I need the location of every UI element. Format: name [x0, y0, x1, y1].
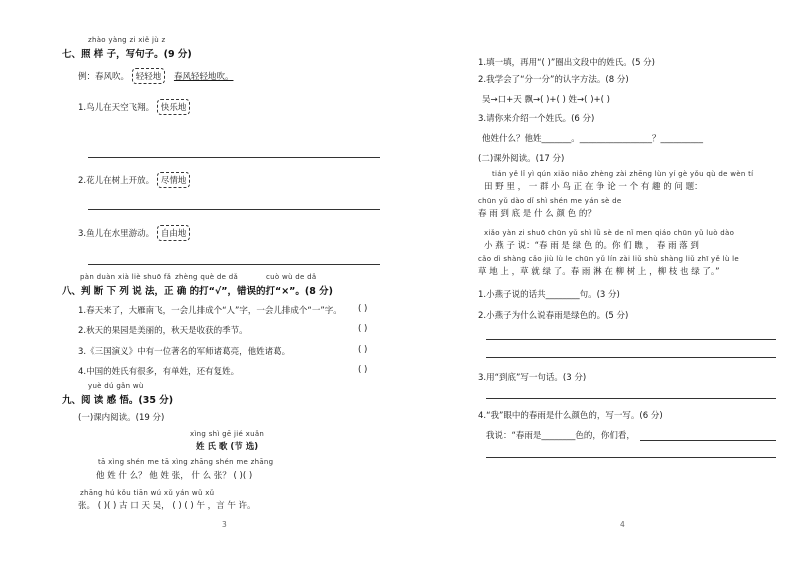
s7-q1-answer-line[interactable]: [88, 157, 380, 158]
right-page-number: 4: [620, 520, 625, 529]
r-q2-items: 吴→口+天 飘→( )+( ) 姓→( )+( ): [482, 95, 610, 105]
r-question-1: 1.填一填，再用“( )”圈出文段中的姓氏。(5 分): [478, 58, 655, 68]
poem-line2-pinyin: zhāng hú kǒu tiān wú xǔ yán wǔ xǔ: [80, 489, 215, 497]
s8-question-1: 1.春天来了，大雁南飞，一会儿排成个“人”字，一会儿排成个“一”字。: [78, 306, 342, 316]
s7-q2-answer-line[interactable]: [88, 209, 380, 210]
r-q3-line[interactable]: 他姓什么？他姓_______。_________________？__________: [482, 134, 704, 144]
s7-question-1: [78, 99, 190, 115]
r-q4-answer-line-2[interactable]: [486, 457, 776, 458]
section-7-title: 七、照 样 子，写句子。(9 分): [62, 49, 192, 60]
r-para4-pinyin: cǎo dì shàng cǎo jiù lù le chūn yǔ lín zài liǔ shù shàng liǔ zhī yě lù le: [478, 255, 739, 263]
s7-pinyin: zhào yàng zi xiě jù z: [88, 36, 166, 44]
r-q4-answer-line-1[interactable]: [640, 440, 776, 441]
poem-line2: 张。 ( )( ) 古 口 天 吴， ( ) ( ) 午 ，言 午 许。: [78, 501, 256, 511]
r-quiz-3: 3.用“到底”写一句话。(3 分): [478, 373, 587, 383]
s7-q1-word: 快乐地: [157, 99, 191, 115]
r-quiz-2: 2.小燕子为什么说春雨是绿色的。(5 分): [478, 311, 629, 321]
poem-line1-pinyin: tā xìng shén me tā xìng zhāng shén me zhāng: [98, 458, 274, 466]
r-para1-pinyin: tián yě lǐ yì qún xiǎo niǎo zhèng zài zhēng lùn yí gè yǒu qù de wèn tí: [492, 170, 754, 178]
s7-example-word: 轻轻地: [132, 68, 166, 84]
r-q4-fill: 我说：“春雨是________色的，你们看，: [486, 431, 635, 441]
s7-example: [78, 68, 233, 84]
r-quiz-1: 1.小燕子说的话共________句。(3 分): [478, 290, 620, 300]
s7-q2-text: 2.花儿在树上开放。: [78, 176, 155, 186]
s7-q3-answer-line[interactable]: [88, 264, 380, 265]
r-para1: 田 野 里 ， 一 群 小 鸟 正 在 争 论 一 个 有 趣 的 问 题：: [484, 182, 703, 192]
s8-q1-paren[interactable]: ( ): [358, 304, 368, 314]
r-para2-pinyin: chūn yǔ dào dǐ shì shén me yán sè de: [478, 197, 622, 205]
poem-title-pinyin: xìng shì gē jié xuǎn: [190, 430, 265, 438]
r-para4: 草 地 上 ，草 就 绿 了。春 雨 淋 在 柳 树 上 ，柳 枝 也 绿 了。”: [478, 267, 720, 277]
s8-question-4: 4.中国的姓氏有很多，有单姓，还有复姓。: [78, 367, 240, 377]
s8-question-2: 2.秋天的果园是美丽的，秋天是收获的季节。: [78, 326, 248, 336]
section-8-title: 八、判 断 下 列 说 法，正 确 的打“√”，错误的打“×”。(8 分): [62, 286, 334, 297]
s7-example-answer: 春风轻轻地吹。: [173, 72, 234, 82]
s8-q3-paren[interactable]: ( ): [358, 345, 368, 355]
poem-line1: 他 姓 什 么？ 他 姓 张， 什 么 张？ ( )( ): [96, 471, 253, 481]
r-para3: 小 燕 子 说：“春 雨 是 绿 色 的。你 们 瞧 ， 春 雨 落 到: [484, 241, 699, 251]
s7-question-3: [78, 225, 190, 241]
s8-pinyin-b: zhèng què de dǎ: [175, 273, 239, 281]
r-para3-pinyin: xiǎo yàn zi shuō chūn yǔ shì lǜ sè de nǐ men qiáo chūn yǔ luò dào: [484, 229, 735, 237]
s7-question-2: [78, 172, 190, 188]
s8-pinyin-a: pàn duàn xià liè shuō fǎ: [80, 273, 172, 281]
r-q2-answer-line-2[interactable]: [486, 357, 776, 358]
s8-q4-paren[interactable]: ( ): [358, 365, 368, 375]
s9-pinyin: yuè dú gǎn wù: [88, 382, 144, 390]
section-9-title: 九、阅 读 感 悟。(35 分): [62, 395, 174, 406]
r-subtitle-2: (二)课外阅读。(17 分): [478, 154, 565, 164]
r-para2: 春 雨 到 底 是 什 么 颜 色 的？: [478, 209, 596, 219]
s9-subtitle: (一)课内阅读。(19 分): [78, 413, 165, 423]
s7-q3-word: 自由地: [157, 225, 191, 241]
s8-question-3: 3.《三国演义》中有一位著名的军师诸葛亮，他姓诸葛。: [78, 347, 291, 357]
s7-q1-text: 1.鸟儿在天空飞翔。: [78, 103, 155, 113]
s7-example-pre: 例：春风吹。: [78, 72, 130, 82]
s8-q2-paren[interactable]: ( ): [358, 324, 368, 334]
r-q2-answer-line-1[interactable]: [486, 339, 776, 340]
left-page-number: 3: [222, 520, 227, 529]
s7-q3-text: 3.鱼儿在水里游动。: [78, 229, 155, 239]
r-question-2: 2.我学会了“分一分”的认字方法。(8 分): [478, 75, 629, 85]
poem-title: 姓 氏 歌 (节 选): [196, 442, 259, 452]
r-question-3: 3.请你来介绍一个姓氏。(6 分): [478, 114, 595, 124]
r-q3-answer-line[interactable]: [486, 398, 776, 399]
r-quiz-4: 4.“我”眼中的春雨是什么颜色的，写一写。(6 分): [478, 411, 663, 421]
s8-pinyin-c: cuò wù de dǎ: [266, 273, 317, 281]
s7-q2-word: 尽情地: [157, 172, 191, 188]
